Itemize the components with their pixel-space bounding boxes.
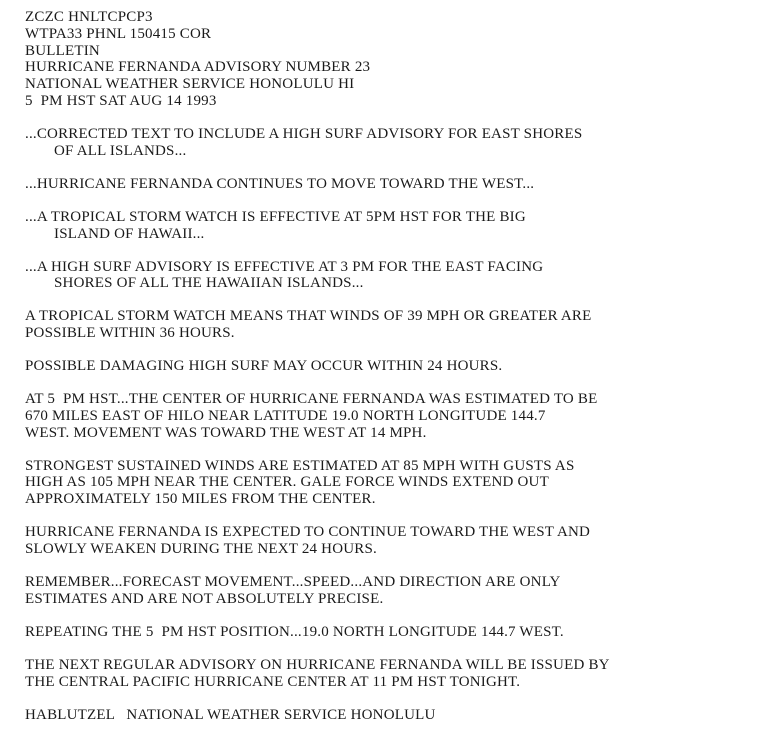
paragraph-line: THE NEXT REGULAR ADVISORY ON HURRICANE FERNANDA WILL BE ISSUED BY (25, 656, 610, 673)
header-line: WTPA33 PHNL 150415 COR (25, 25, 212, 42)
paragraph-position (25, 391, 610, 441)
paragraph-line: SLOWLY WEAKEN DURING THE NEXT 24 HOURS. (25, 541, 377, 558)
headline-line: ...A TROPICAL STORM WATCH IS EFFECTIVE AT 5PM HST FOR THE BIG (25, 208, 526, 225)
header-block (25, 9, 610, 110)
advisory-document (25, 9, 610, 723)
paragraph-next-advisory (25, 657, 610, 691)
paragraph-line: HIGH AS 105 MPH NEAR THE CENTER. GALE FORCE WINDS EXTEND OUT (25, 474, 549, 491)
paragraph-line: A TROPICAL STORM WATCH MEANS THAT WINDS OF 39 MPH OR GREATER ARE (25, 308, 592, 325)
paragraph-line: HURRICANE FERNANDA IS EXPECTED TO CONTINUE TOWARD THE WEST AND (25, 524, 591, 541)
paragraph-line: THE CENTRAL PACIFIC HURRICANE CENTER AT 11 PM HST TONIGHT. (25, 673, 521, 690)
paragraph-line: APPROXIMATELY 150 MILES FROM THE CENTER. (25, 491, 376, 508)
advisory-title: HURRICANE FERNANDA ADVISORY NUMBER 23 (25, 59, 371, 76)
paragraph-line: POSSIBLE DAMAGING HIGH SURF MAY OCCUR WITHIN 24 HOURS. (25, 358, 503, 375)
headline-line: ...CORRECTED TEXT TO INCLUDE A HIGH SURF ADVISORY FOR EAST SHORES (25, 125, 583, 142)
paragraph-repeat-position (25, 624, 610, 641)
paragraph-line: REMEMBER...FORECAST MOVEMENT...SPEED...AND DIRECTION ARE ONLY (25, 574, 561, 590)
signature-line: HABLUTZEL NATIONAL WEATHER SERVICE HONOLULU (25, 706, 436, 723)
paragraph-line: ESTIMATES AND ARE NOT ABSOLUTELY PRECISE. (25, 590, 384, 607)
paragraph-line: 670 MILES EAST OF HILO NEAR LATITUDE 19.0 NORTH LONGITUDE 144.7 (25, 407, 546, 424)
paragraph-line: AT 5 PM HST...THE CENTER OF HURRICANE FERNANDA WAS ESTIMATED TO BE (25, 391, 598, 408)
headline-storm-watch (25, 209, 610, 243)
headline-line: ISLAND OF HAWAII... (54, 225, 205, 242)
issue-time: 5 PM HST SAT AUG 14 1993 (25, 92, 217, 109)
headline-line: SHORES OF ALL THE HAWAIIAN ISLANDS... (54, 275, 364, 292)
header-line: ZCZC HNLTCPCP3 (25, 9, 153, 25)
headline-movement (25, 176, 610, 193)
paragraph-reminder (25, 574, 610, 608)
headline-surf-advisory (25, 259, 610, 293)
paragraph-line: WEST. MOVEMENT WAS TOWARD THE WEST AT 14 MPH. (25, 424, 427, 441)
paragraph-watch-meaning (25, 308, 610, 342)
headline-line: ...A HIGH SURF ADVISORY IS EFFECTIVE AT 3 PM FOR THE EAST FACING (25, 258, 544, 275)
headline-line: OF ALL ISLANDS... (54, 142, 187, 159)
paragraph-line: STRONGEST SUSTAINED WINDS ARE ESTIMATED AT 85 MPH WITH GUSTS AS (25, 457, 575, 474)
paragraph-winds (25, 458, 610, 508)
issuing-office: NATIONAL WEATHER SERVICE HONOLULU HI (25, 76, 355, 93)
header-line: BULLETIN (25, 42, 100, 59)
paragraph-line: REPEATING THE 5 PM HST POSITION...19.0 NORTH LONGITUDE 144.7 WEST. (25, 623, 564, 640)
paragraph-forecast (25, 524, 610, 558)
headline-correction (25, 126, 610, 160)
paragraph-surf (25, 358, 610, 375)
signature-block (25, 707, 610, 724)
paragraph-line: POSSIBLE WITHIN 36 HOURS. (25, 325, 235, 342)
headline-line: ...HURRICANE FERNANDA CONTINUES TO MOVE TOWARD THE WEST... (25, 175, 535, 192)
